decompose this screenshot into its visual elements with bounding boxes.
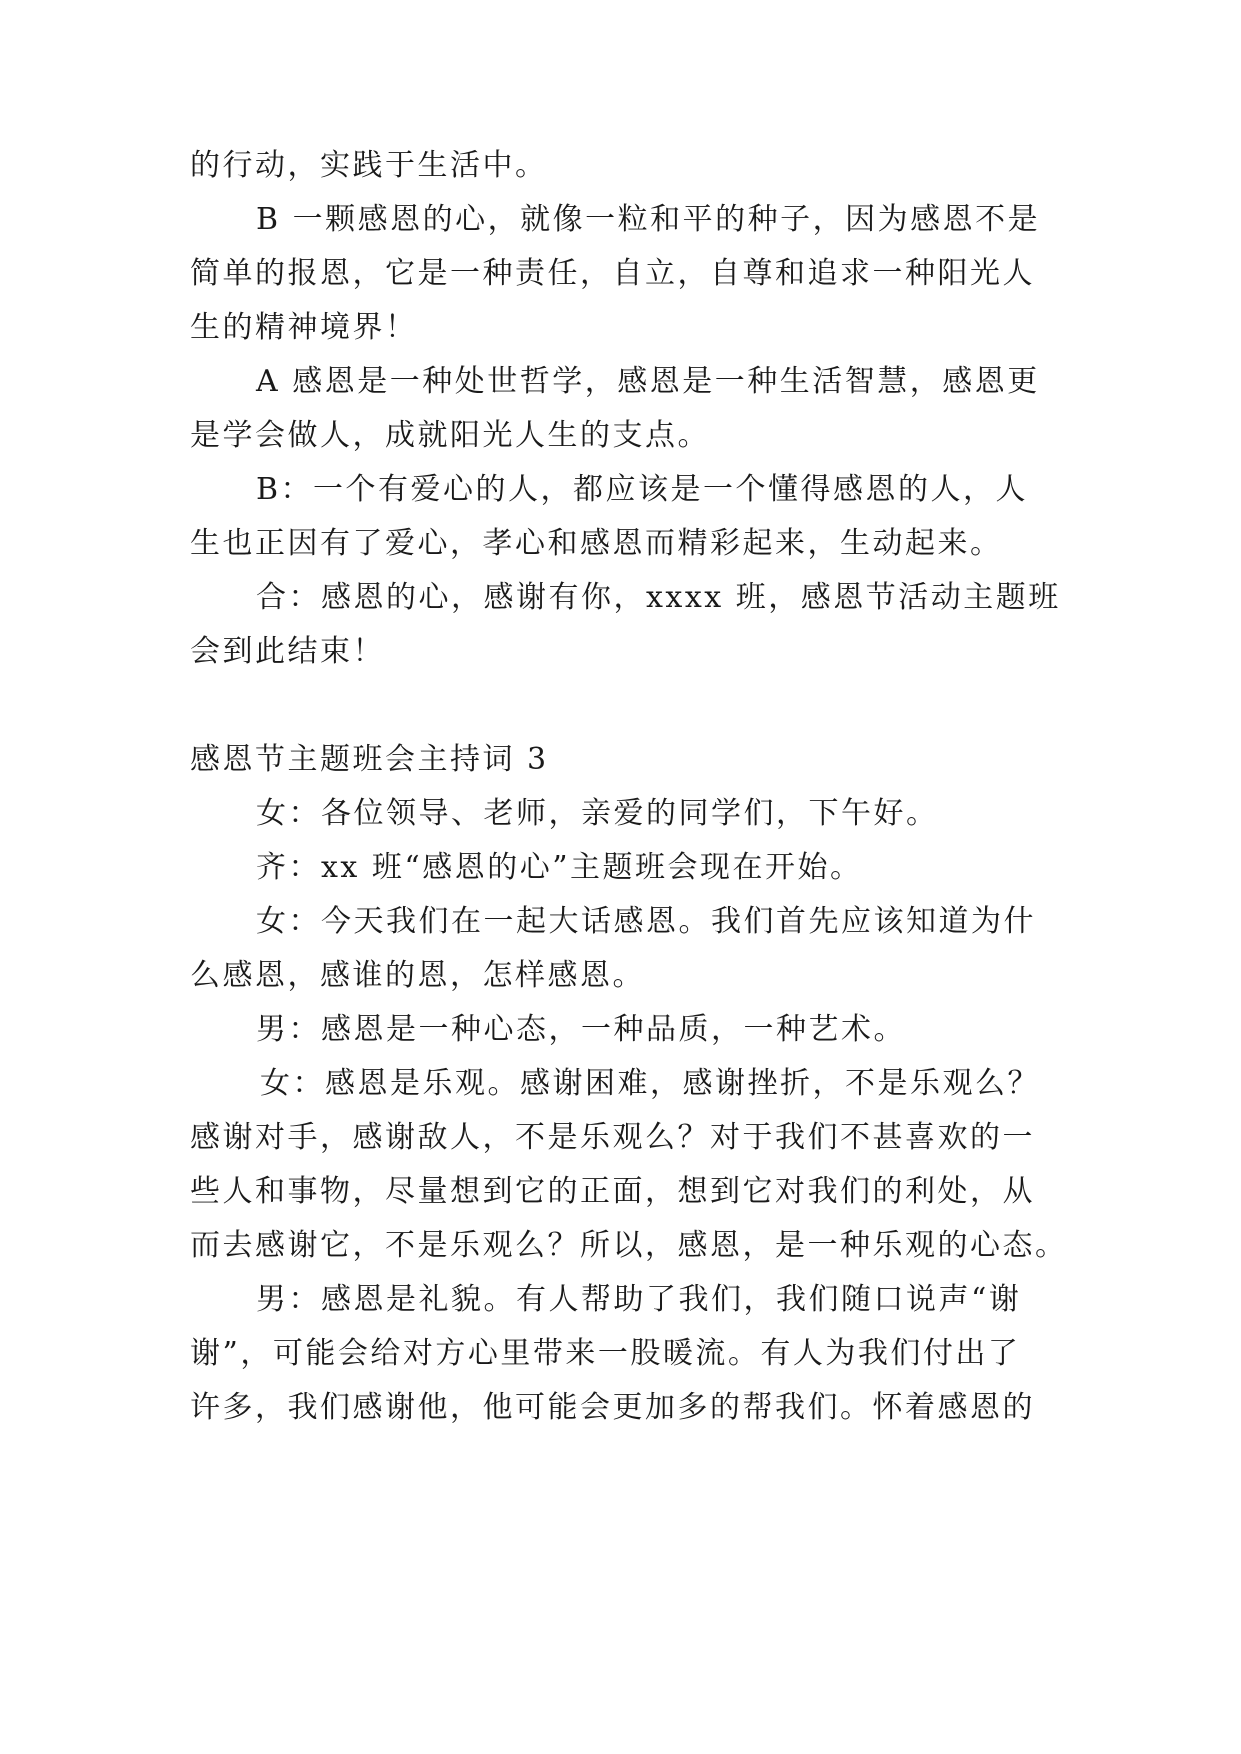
paragraph-line: 女：今天我们在一起大话感恩。我们首先应该知道为什 <box>256 904 1036 939</box>
paragraph-line: 齐：xx 班“感恩的心”主题班会现在开始。 <box>256 850 863 885</box>
paragraph-line: B：一个有爱心的人，都应该是一个懂得感恩的人，人 <box>256 472 1029 507</box>
paragraph-line: 么感恩，感谁的恩，怎样感恩。 <box>190 958 645 993</box>
paragraph-line: 合：感恩的心，感谢有你，xxxx 班，感恩节活动主题班 <box>256 580 1061 615</box>
paragraph-line: 许多，我们感谢他，他可能会更加多的帮我们。怀着感恩的 <box>190 1390 1035 1425</box>
paragraph-line: 男：感恩是礼貌。有人帮助了我们，我们随口说声“谢 <box>256 1282 1022 1317</box>
paragraph-line: 生的精神境界！ <box>190 310 418 345</box>
paragraph-line: 感谢对手，感谢敌人，不是乐观么？对于我们不甚喜欢的一 <box>190 1120 1035 1155</box>
paragraph-line: 简单的报恩，它是一种责任，自立，自尊和追求一种阳光人 <box>190 256 1035 291</box>
paragraph-line: 些人和事物，尽量想到它的正面，想到它对我们的利处，从 <box>190 1174 1035 1209</box>
paragraph-line: 女：感恩是乐观。感谢困难，感谢挫折，不是乐观么？ <box>260 1066 1040 1101</box>
paragraph-line: A 感恩是一种处世哲学，感恩是一种生活智慧，感恩更 <box>256 364 1040 399</box>
paragraph-line: 的行动，实践于生活中。 <box>190 148 548 183</box>
paragraph-line: B 一颗感恩的心，就像一粒和平的种子，因为感恩不是 <box>256 202 1041 237</box>
paragraph-line: 生也正因有了爱心，孝心和感恩而精彩起来，生动起来。 <box>190 526 1003 561</box>
paragraph-line: 会到此结束！ <box>190 634 385 669</box>
paragraph-line: 谢”，可能会给对方心里带来一股暖流。有人为我们付出了 <box>190 1336 1021 1371</box>
paragraph-line: 男：感恩是一种心态，一种品质，一种艺术。 <box>256 1012 906 1047</box>
paragraph-line: 而去感谢它，不是乐观么？所以，感恩，是一种乐观的心态。 <box>190 1228 1068 1263</box>
paragraph-line: 是学会做人，成就阳光人生的支点。 <box>190 418 710 453</box>
paragraph-line: 女：各位领导、老师，亲爱的同学们，下午好。 <box>256 796 939 831</box>
section-heading: 感恩节主题班会主持词 3 <box>190 742 549 777</box>
